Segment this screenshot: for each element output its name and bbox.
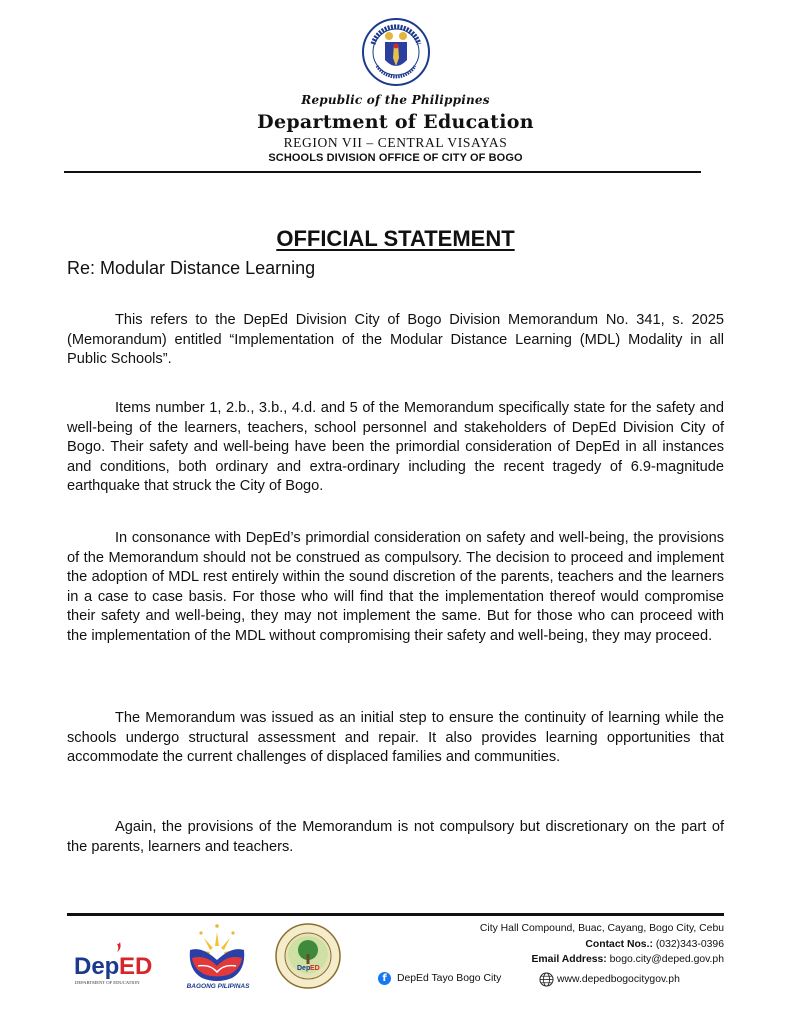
footer-divider bbox=[67, 913, 724, 916]
contact-label: Contact Nos.: bbox=[585, 938, 653, 950]
division-seal-icon bbox=[274, 922, 342, 990]
email-value[interactable]: bogo.city@deped.gov.ph bbox=[606, 954, 724, 965]
deped-seal-icon bbox=[361, 16, 431, 88]
footer-email bbox=[480, 952, 724, 968]
document-subject: Re: Modular Distance Learning bbox=[67, 258, 316, 278]
republic-heading: Republic of the Philippines bbox=[301, 93, 490, 107]
paragraph-text: Again, the provisions of the Memorandum is not compulsory but discretionary on the part of the parents, learners and teachers. bbox=[67, 819, 724, 855]
paragraph-5 bbox=[67, 818, 724, 857]
paragraph-text: This refers to the DepEd Division City of Bogo Division Memorandum No. 341, s. 2025 (Memorandum) entitled “Implementation of the Modular Distance Learning (MDL) Modality in all Public Schools”. bbox=[67, 312, 724, 368]
contact-value: (032)343-0396 bbox=[652, 938, 724, 950]
paragraph-4 bbox=[67, 709, 724, 768]
division-heading: SCHOOLS DIVISION OFFICE OF CITY OF BOGO bbox=[268, 152, 523, 164]
department-heading: Department of Education bbox=[257, 111, 534, 133]
svg-text:Dep: Dep bbox=[297, 965, 311, 972]
footer-address: City Hall Compound, Buac, Cayang, Bogo City, Cebu bbox=[479, 923, 724, 934]
svg-text:Dep: Dep bbox=[74, 953, 120, 980]
paragraph-text: The Memorandum was issued as an initial step to ensure the continuity of learning while the schools undergo structural assessment and repair. It also provides learning opportunities that accommodate the current challenges of displaced families and communities. bbox=[67, 710, 724, 766]
svg-text:ED: ED bbox=[310, 965, 320, 972]
svg-text:ED: ED bbox=[119, 953, 153, 980]
facebook-icon: f bbox=[378, 972, 391, 985]
footer-contact bbox=[480, 937, 724, 953]
paragraph-text: In consonance with DepEd’s primordial consideration on safety and well-being, the provisions of the Memorandum should not be construed as compulsory. The decision to proceed and implement the adoption of MDL rest entirely within the sound discretion of the parents, teachers and the learners in a case to case basis. For those who will find that the implementation thereof would compromise their safety and well-being, they may not implement the same. But for those who can proceed with the implementation of the MDL without compromising their safety and well-being, they may proceed. bbox=[67, 530, 724, 644]
email-label: Email Address: bbox=[531, 954, 607, 965]
paragraph-text: Items number 1, 2.b., 3.b., 4.d. and 5 of the Memorandum specifically state for the safety and well-being of the learners, teachers, school personnel and stakeholders of DepEd Division City of Bogo. Their safety and well-being have been the primordial consideration of DepEd in all instances and conditions, both ordinary and extra-ordinary including the recent tragedy of 6.9-magnitude earthquake that struck the City of Bogo. bbox=[67, 400, 724, 495]
bagong-pilipinas-logo-icon bbox=[182, 920, 252, 992]
footer-contact-block bbox=[480, 921, 724, 968]
website-label: www.depedbogocitygov.ph bbox=[557, 974, 680, 985]
bagong-pilipinas-label: BAGONG PILIPINAS bbox=[186, 983, 250, 990]
region-heading: REGION VII – CENTRAL VISAYAS bbox=[283, 135, 508, 150]
deped-logo-icon bbox=[72, 938, 162, 988]
paragraph-1 bbox=[67, 311, 724, 370]
facebook-link[interactable] bbox=[378, 972, 501, 985]
paragraph-2 bbox=[67, 399, 724, 497]
website-link[interactable] bbox=[539, 972, 680, 987]
document-title: OFFICIAL STATEMENT bbox=[276, 226, 515, 251]
paragraph-3 bbox=[67, 529, 724, 647]
header-divider bbox=[64, 171, 701, 173]
globe-icon bbox=[539, 972, 554, 987]
svg-text:DEPARTMENT OF EDUCATION: DEPARTMENT OF EDUCATION bbox=[75, 980, 140, 985]
facebook-label: DepEd Tayo Bogo City bbox=[397, 973, 502, 984]
